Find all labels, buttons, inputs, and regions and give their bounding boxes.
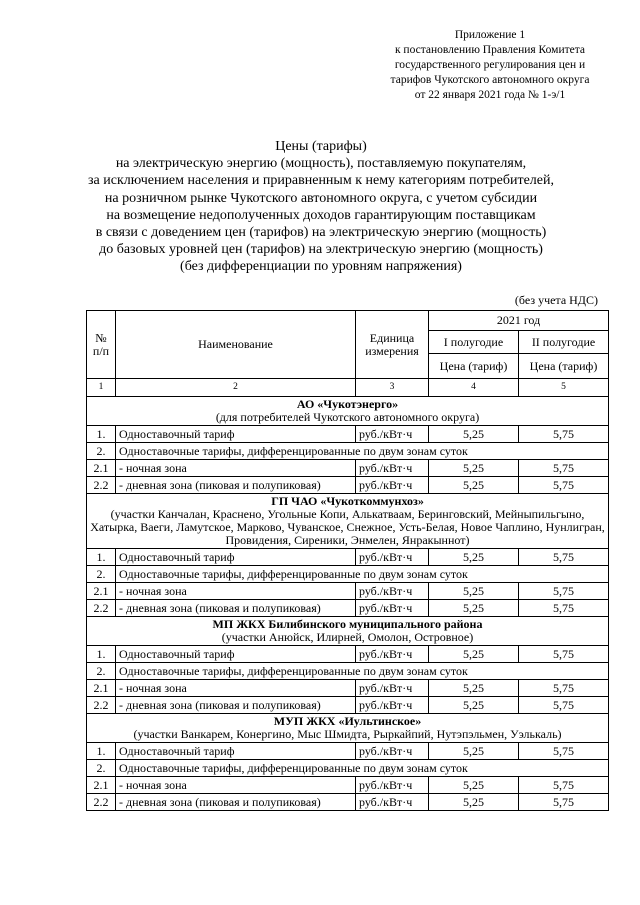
org-header-row [87,617,609,646]
org-name: МП ЖКХ Билибинского муниципального района [212,617,483,631]
appendix-line: тарифов Чукотского автономного округа [390,74,590,86]
row-number: 2.1 [87,680,116,697]
row-number: 2.2 [87,794,116,811]
row-name: Одноставочные тарифы, дифференцированные по двум зонам суток [116,760,609,777]
title-line: на возмещение недополученных доходов гарантирующим поставщикам [106,207,536,223]
row-number: 2.2 [87,477,116,494]
row-value-h1: 5,25 [429,680,519,697]
row-unit: руб./кВт·ч [356,646,429,663]
header-price-1: Цена (тариф) [429,354,519,379]
row-value-h1: 5,25 [429,794,519,811]
row-unit: руб./кВт·ч [356,794,429,811]
row-name: Одноставочные тарифы, дифференцированные по двум зонам суток [116,663,609,680]
row-number: 2. [87,663,116,680]
appendix-line: государственного регулирования цен и [394,59,586,71]
org-subtitle: (для потребителей Чукотского автономного округа) [215,410,480,424]
row-value-h1: 5,25 [429,646,519,663]
table-row [87,600,609,617]
header-name: Наименование [116,311,356,379]
table-row [87,743,609,760]
table-row [87,663,609,680]
row-value-h1: 5,25 [429,460,519,477]
org-header-cell [87,494,609,549]
tariff-table [86,310,609,811]
org-header-row [87,397,609,426]
row-name: Одноставочные тарифы, дифференцированные по двум зонам суток [116,443,609,460]
row-name: - дневная зона (пиковая и полупиковая) [116,697,356,714]
row-name: - ночная зона [116,680,356,697]
row-value-h1: 5,25 [429,583,519,600]
org-name: АО «Чукотэнерго» [296,397,399,411]
appendix-line: от 22 января 2021 года № 1-э/1 [414,89,566,101]
row-value-h2: 5,75 [519,743,609,760]
row-number: 2. [87,443,116,460]
row-name: - ночная зона [116,460,356,477]
row-value-h2: 5,75 [519,583,609,600]
column-number: 2 [116,379,356,397]
row-value-h1: 5,25 [429,426,519,443]
column-number-row [87,379,609,397]
title-line: (без дифференциации по уровням напряжения) [180,259,462,275]
column-number: 3 [356,379,429,397]
row-unit: руб./кВт·ч [356,600,429,617]
header-half-2: II полугодие [519,331,609,354]
org-subtitle: (участки Анюйск, Илирней, Омолон, Островное) [221,630,474,644]
row-number: 2. [87,566,116,583]
row-name: Одноставочный тариф [116,646,356,663]
table-row [87,646,609,663]
org-name: МУП ЖКХ «Иультинское» [273,714,422,728]
row-unit: руб./кВт·ч [356,460,429,477]
row-unit: руб./кВт·ч [356,477,429,494]
table-row [87,583,609,600]
row-value-h1: 5,25 [429,697,519,714]
table-row [87,760,609,777]
org-subtitle: (участки Ванкарем, Конергино, Мыс Шмидта, Рыркайпий, Нутэпэльмен, Уэлькаль) [133,727,562,741]
org-name: ГП ЧАО «Чукоткоммунхоз» [271,494,424,508]
table-row [87,549,609,566]
row-number: 1. [87,549,116,566]
row-value-h2: 5,75 [519,646,609,663]
row-value-h1: 5,25 [429,777,519,794]
row-unit: руб./кВт·ч [356,777,429,794]
header-price-2: Цена (тариф) [519,354,609,379]
row-number: 2.2 [87,697,116,714]
row-value-h2: 5,75 [519,549,609,566]
row-unit: руб./кВт·ч [356,583,429,600]
table-row [87,477,609,494]
appendix-line: к постановлению Правления Комитета [394,44,586,56]
row-value-h2: 5,75 [519,680,609,697]
org-header-cell [87,714,609,743]
title-line: за исключением населения и приравненным к нему категориям потребителей, [88,173,554,189]
row-unit: руб./кВт·ч [356,426,429,443]
row-number: 2.2 [87,600,116,617]
title-line: на розничном рынке Чукотского автономного округа, с учетом субсидии [104,190,538,206]
row-name: Одноставочные тарифы, дифференцированные по двум зонам суток [116,566,609,583]
header-unit: Единица измерения [356,311,429,379]
row-value-h1: 5,25 [429,549,519,566]
row-name: - дневная зона (пиковая и полупиковая) [116,794,356,811]
row-value-h1: 5,25 [429,477,519,494]
row-name: - ночная зона [116,777,356,794]
column-number: 1 [87,379,116,397]
title-line: до базовых уровней цен (тарифов) на электрическую энергию (мощность) [99,242,543,258]
header-row [87,311,609,331]
org-header-row [87,494,609,549]
org-subtitle: (участки Канчалан, Краснено, Угольные Копи, Алькатваам, Беринговский, Мейныпильгыно, Хатырка, Ваеги, Ламутское, Марково, Чуванское, Снежное, Усть-Белая, Новое Чаплино, Нунлигран, Провидения, Сиреники, Энмелен, Янракыннот) [90,507,605,547]
table-row [87,794,609,811]
table-body [87,397,609,811]
vat-note: (без учета НДС) [514,293,598,307]
appendix-line: Приложение 1 [454,29,526,41]
row-name: - ночная зона [116,583,356,600]
column-number: 5 [519,379,609,397]
column-number: 4 [429,379,519,397]
row-name: Одноставочный тариф [116,426,356,443]
row-number: 2.1 [87,460,116,477]
table-row [87,566,609,583]
row-value-h2: 5,75 [519,460,609,477]
org-header-cell [87,397,609,426]
title-line: Цены (тарифы) [275,139,367,154]
appendix-block [372,28,608,103]
row-value-h1: 5,25 [429,743,519,760]
row-number: 1. [87,743,116,760]
table-row [87,697,609,714]
row-number: 2. [87,760,116,777]
row-value-h2: 5,75 [519,426,609,443]
row-unit: руб./кВт·ч [356,680,429,697]
row-unit: руб./кВт·ч [356,743,429,760]
org-header-row [87,714,609,743]
row-name: - дневная зона (пиковая и полупиковая) [116,600,356,617]
row-number: 1. [87,426,116,443]
row-name: Одноставочный тариф [116,743,356,760]
row-name: - дневная зона (пиковая и полупиковая) [116,477,356,494]
row-value-h2: 5,75 [519,477,609,494]
header-half-1: I полугодие [429,331,519,354]
table-row [87,426,609,443]
row-value-h2: 5,75 [519,777,609,794]
row-value-h1: 5,25 [429,600,519,617]
table-row [87,460,609,477]
row-unit: руб./кВт·ч [356,697,429,714]
table-row [87,443,609,460]
row-number: 1. [87,646,116,663]
header-num: № п/п [87,311,116,379]
row-number: 2.1 [87,777,116,794]
row-value-h2: 5,75 [519,600,609,617]
title-line: на электрическую энергию (мощность), поставляемую покупателям, [115,156,527,172]
title-line: в связи с доведением цен (тарифов) на электрическую энергию (мощность) [95,225,547,241]
row-number: 2.1 [87,583,116,600]
row-value-h2: 5,75 [519,697,609,714]
row-name: Одноставочный тариф [116,549,356,566]
document-title [56,138,586,276]
row-value-h2: 5,75 [519,794,609,811]
org-header-cell [87,617,609,646]
table-row [87,777,609,794]
table-row [87,680,609,697]
row-unit: руб./кВт·ч [356,549,429,566]
header-year: 2021 год [429,311,609,331]
